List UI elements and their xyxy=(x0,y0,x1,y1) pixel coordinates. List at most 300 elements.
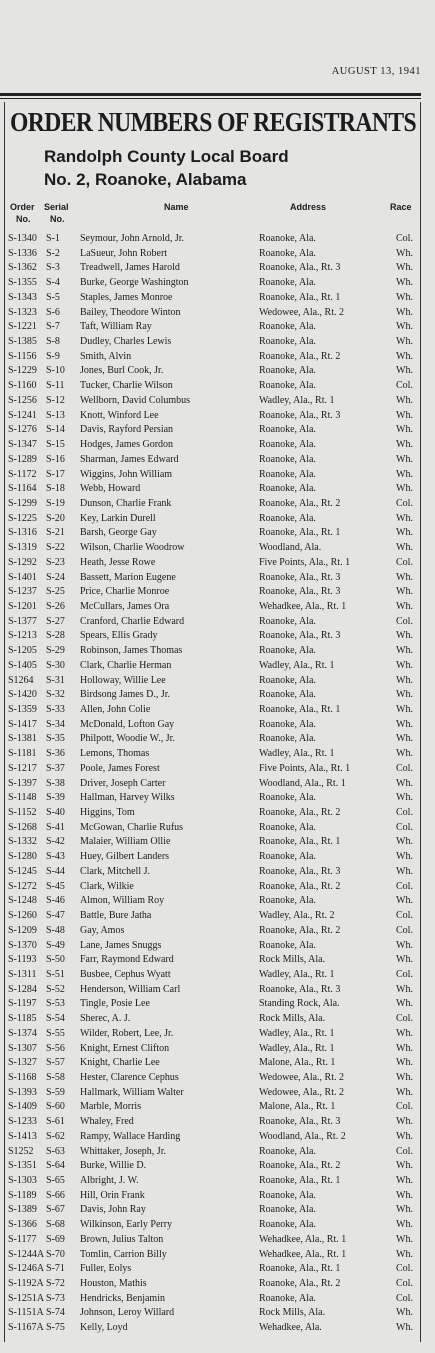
order-number: S-1237 xyxy=(8,586,37,598)
table-row xyxy=(8,556,420,571)
serial-number: S-57 xyxy=(46,1057,65,1069)
registrant-name: McCullars, James Ora xyxy=(80,600,170,612)
table-row xyxy=(8,1115,420,1130)
registrant-address: Wedowee, Ala., Rt. 2 xyxy=(259,1086,345,1098)
registrant-race: Col. xyxy=(396,1278,413,1290)
registrant-name: Hendricks, Benjamin xyxy=(80,1292,165,1304)
serial-number: S-42 xyxy=(46,836,65,848)
table-row xyxy=(8,806,420,821)
serial-number: S-59 xyxy=(46,1086,65,1098)
registrant-name: Knight, Ernest Clifton xyxy=(80,1042,170,1054)
serial-number: S-15 xyxy=(46,439,65,451)
registrant-address: Wedowee, Ala., Rt. 2 xyxy=(259,306,345,318)
registrant-name: Lane, James Snuggs xyxy=(80,939,162,951)
registrant-race: Col. xyxy=(396,1145,413,1157)
registrant-race: Wh. xyxy=(396,674,413,686)
order-number: S-1280 xyxy=(8,851,37,863)
order-number: S-1359 xyxy=(8,704,37,715)
order-number: S-1420 xyxy=(8,689,37,701)
registrant-race: Wh. xyxy=(396,483,413,495)
registrant-address: Wadley, Ala., Rt. 1 xyxy=(259,394,335,406)
serial-number: S-40 xyxy=(46,807,65,819)
registrant-address: Wadley, Ala., Rt. 2 xyxy=(259,910,335,922)
table-row xyxy=(8,482,420,497)
table-row xyxy=(8,894,420,909)
registrant-address: Wadley, Ala., Rt. 1 xyxy=(259,748,335,760)
order-number: S-1197 xyxy=(8,998,37,1010)
order-number: S-1160 xyxy=(8,380,37,392)
registrant-race: Wh. xyxy=(396,689,413,701)
serial-number: S-9 xyxy=(46,350,60,362)
table-row xyxy=(8,423,420,438)
registrant-address: Wedowee, Ala., Rt. 2 xyxy=(259,1071,345,1083)
registrant-name: Huey, Gilbert Landers xyxy=(80,851,170,863)
registrant-name: Sherec, A. J. xyxy=(80,1013,131,1025)
registrant-address: Roanoke, Ala., Rt. 2 xyxy=(259,880,341,892)
table-row xyxy=(8,880,420,895)
col-serial-label-2: No. xyxy=(50,214,65,224)
serial-number: S-11 xyxy=(46,380,65,392)
order-number: S-1292 xyxy=(8,556,37,568)
order-number: S-1233 xyxy=(8,1116,37,1128)
order-number: S-1221 xyxy=(8,321,37,333)
serial-number: S-29 xyxy=(46,645,65,657)
order-number: S-1225 xyxy=(8,512,37,524)
order-number: S-1167A xyxy=(8,1322,44,1334)
registrant-race: Wh. xyxy=(396,1057,413,1069)
order-number: S-1246A xyxy=(8,1263,44,1275)
serial-number: S-25 xyxy=(46,586,65,598)
order-number: S-1401 xyxy=(8,571,37,583)
order-number: S-1374 xyxy=(8,1027,37,1039)
table-row xyxy=(8,703,420,718)
table-row xyxy=(8,350,420,365)
registrant-race: Wh. xyxy=(396,277,413,289)
registrant-address: Roanoke, Ala., Rt. 2 xyxy=(259,807,341,819)
registrant-race: Wh. xyxy=(396,1189,413,1201)
order-number: S-1362 xyxy=(8,262,37,274)
registrant-race: Wh. xyxy=(396,777,413,789)
order-number: S-1409 xyxy=(8,1101,37,1113)
registrant-address: Roanoke, Ala., Rt. 1 xyxy=(259,704,341,715)
registrant-name: Burke, George Washington xyxy=(80,277,189,289)
registrant-address: Roanoke, Ala. xyxy=(259,512,316,524)
order-number: S-1417 xyxy=(8,718,37,730)
order-number: S-1192A xyxy=(8,1278,44,1290)
registrant-name: Knott, Winford Lee xyxy=(80,409,159,421)
serial-number: S-10 xyxy=(46,365,65,377)
order-number: S-1284 xyxy=(8,983,37,995)
serial-number: S-60 xyxy=(46,1101,65,1113)
serial-number: S-38 xyxy=(46,777,65,789)
registrant-address: Roanoke, Ala. xyxy=(259,453,316,465)
registrant-race: Wh. xyxy=(396,1071,413,1083)
registrant-name: Whittaker, Joseph, Jr. xyxy=(80,1145,166,1157)
registrant-race: Wh. xyxy=(396,247,413,259)
registrant-address: Rock Mills, Ala. xyxy=(259,954,326,966)
order-number: S1252 xyxy=(8,1145,34,1157)
table-row xyxy=(8,865,420,880)
serial-number: S-44 xyxy=(46,865,65,877)
table-row xyxy=(8,997,420,1012)
serial-number: S-8 xyxy=(46,336,60,348)
registrant-name: LaSueur, John Robert xyxy=(80,247,168,259)
order-number: S-1413 xyxy=(8,1130,37,1142)
order-number: S1264 xyxy=(8,674,34,686)
registrant-address: Roanoke, Ala. xyxy=(259,1189,316,1201)
table-row xyxy=(8,291,420,306)
registrant-name: Malaier, William Ollie xyxy=(80,836,171,848)
registrant-race: Wh. xyxy=(396,865,413,877)
registrant-address: Wadley, Ala., Rt. 1 xyxy=(259,659,335,671)
serial-number: S-14 xyxy=(46,424,65,436)
table-row xyxy=(8,585,420,600)
serial-number: S-39 xyxy=(46,792,65,804)
registrant-address: Standing Rock, Ala. xyxy=(259,998,340,1010)
registrant-address: Roanoke, Ala. xyxy=(259,674,316,686)
registrant-name: Webb, Howard xyxy=(80,483,141,495)
registrant-race: Col. xyxy=(396,615,413,627)
registrant-race: Col. xyxy=(396,968,413,980)
registrant-address: Five Points, Ala., Rt. 1 xyxy=(259,762,351,774)
registrant-address: Roanoke, Ala., Rt. 1 xyxy=(259,527,341,539)
registrant-address: Five Points, Ala., Rt. 1 xyxy=(259,556,351,568)
table-row xyxy=(8,394,420,409)
registrant-race: Wh. xyxy=(396,748,413,760)
table-row xyxy=(8,276,420,291)
registrant-race: Wh. xyxy=(396,1204,413,1216)
serial-number: S-18 xyxy=(46,483,65,495)
order-number: S-1229 xyxy=(8,365,37,377)
table-row xyxy=(8,261,420,276)
registrant-name: Knight, Charlie Lee xyxy=(80,1057,160,1069)
registrant-address: Woodland, Ala., Rt. 1 xyxy=(259,777,346,789)
registrant-address: Roanoke, Ala., Rt. 3 xyxy=(259,983,341,995)
serial-number: S-17 xyxy=(46,468,65,480)
order-number: S-1172 xyxy=(8,468,37,480)
registrant-address: Rock Mills, Ala. xyxy=(259,1013,326,1025)
registrant-name: Dunson, Charlie Frank xyxy=(80,497,172,509)
table-row xyxy=(8,512,420,527)
order-number: S-1299 xyxy=(8,497,37,509)
registrant-address: Roanoke, Ala. xyxy=(259,1145,316,1157)
registrant-race: Wh. xyxy=(396,512,413,524)
order-number: S-1332 xyxy=(8,836,37,848)
registrant-address: Roanoke, Ala., Rt. 3 xyxy=(259,630,341,642)
serial-number: S-7 xyxy=(46,321,60,333)
table-row xyxy=(8,1321,420,1336)
registrant-race: Wh. xyxy=(396,704,413,715)
registrant-name: Barsh, George Gay xyxy=(80,527,157,539)
registrant-race: Col. xyxy=(396,497,413,509)
order-number: S-1244A xyxy=(8,1248,44,1260)
registrant-address: Roanoke, Ala., Rt. 2 xyxy=(259,497,341,509)
registrant-name: Tomlin, Carrion Billy xyxy=(80,1248,167,1260)
serial-number: S-55 xyxy=(46,1027,65,1039)
serial-number: S-72 xyxy=(46,1278,65,1290)
serial-number: S-2 xyxy=(46,247,60,259)
registrant-address: Roanoke, Ala. xyxy=(259,424,316,436)
registrant-name: Heath, Jesse Rowe xyxy=(80,556,156,568)
serial-number: S-66 xyxy=(46,1189,65,1201)
registrant-name: Tucker, Charlie Wilson xyxy=(80,380,173,392)
serial-number: S-1 xyxy=(46,233,60,244)
registrant-name: Wilkinson, Early Perry xyxy=(80,1219,173,1231)
serial-number: S-67 xyxy=(46,1204,65,1216)
registrant-name: Hallmark, William Walter xyxy=(80,1086,184,1098)
order-number: S-1347 xyxy=(8,439,37,451)
registrant-name: Albright, J. W. xyxy=(80,1175,139,1186)
registrant-name: Spears, Ellis Grady xyxy=(80,630,158,642)
registrant-address: Roanoke, Ala. xyxy=(259,483,316,495)
table-row xyxy=(8,1248,420,1263)
serial-number: S-22 xyxy=(46,542,65,554)
registrant-address: Roanoke, Ala. xyxy=(259,365,316,377)
registrant-name: Bailey, Theodore Winton xyxy=(80,306,181,318)
table-row xyxy=(8,1218,420,1233)
subhead-location: No. 2, Roanoke, Alabama xyxy=(44,170,247,189)
order-number: S-1377 xyxy=(8,615,37,627)
serial-number: S-23 xyxy=(46,556,65,568)
registrant-race: Wh. xyxy=(396,895,413,907)
registrant-address: Woodland, Ala., Rt. 2 xyxy=(259,1130,346,1142)
registrant-address: Roanoke, Ala. xyxy=(259,792,316,804)
registrant-race: Wh. xyxy=(396,1042,413,1054)
order-number: S-1323 xyxy=(8,306,37,318)
order-number: S-1393 xyxy=(8,1086,37,1098)
registrant-name: Dudley, Charles Lewis xyxy=(80,336,172,348)
table-row xyxy=(8,247,420,262)
order-number: S-1189 xyxy=(8,1189,37,1201)
registrant-race: Wh. xyxy=(396,954,413,966)
registrant-race: Col. xyxy=(396,924,413,936)
registrant-race: Wh. xyxy=(396,336,413,348)
registrant-race: Wh. xyxy=(396,468,413,480)
registrant-name: Burke, Willie D. xyxy=(80,1160,147,1172)
registrant-race: Wh. xyxy=(396,1219,413,1231)
registrant-race: Col. xyxy=(396,880,413,892)
registrant-address: Malone, Ala., Rt. 1 xyxy=(259,1057,336,1069)
order-number: S-1351 xyxy=(8,1160,37,1172)
registrant-race: Wh. xyxy=(396,409,413,421)
table-row xyxy=(8,835,420,850)
order-number: S-1366 xyxy=(8,1219,37,1231)
serial-number: S-4 xyxy=(46,277,60,289)
registrant-race: Wh. xyxy=(396,1027,413,1039)
registrant-race: Wh. xyxy=(396,1307,413,1319)
registrant-address: Roanoke, Ala. xyxy=(259,718,316,730)
registrant-name: Tingle, Posie Lee xyxy=(80,998,150,1010)
registrant-name: Johnson, Leroy Willard xyxy=(80,1307,175,1319)
order-number: S-1201 xyxy=(8,600,37,612)
registrant-address: Woodland, Ala. xyxy=(259,542,322,554)
order-number: S-1241 xyxy=(8,409,37,421)
registrant-address: Roanoke, Ala., Rt. 3 xyxy=(259,865,341,877)
registrant-address: Roanoke, Ala. xyxy=(259,247,316,259)
registrant-address: Roanoke, Ala., Rt. 3 xyxy=(259,1116,341,1128)
registrant-address: Roanoke, Ala. xyxy=(259,733,316,745)
order-number: S-1316 xyxy=(8,527,37,539)
table-row xyxy=(8,600,420,615)
registrant-address: Roanoke, Ala. xyxy=(259,233,316,244)
table-row xyxy=(8,1189,420,1204)
col-race-label: Race xyxy=(390,202,412,212)
table-row xyxy=(8,1145,420,1160)
registrant-race: Wh. xyxy=(396,1160,413,1172)
serial-number: S-68 xyxy=(46,1219,65,1231)
table-row xyxy=(8,1306,420,1321)
registrants-list xyxy=(8,232,420,1336)
serial-number: S-36 xyxy=(46,748,65,760)
col-serial-label: Serial xyxy=(44,202,69,212)
subhead-board: Randolph County Local Board xyxy=(44,147,289,166)
serial-number: S-19 xyxy=(46,497,65,509)
serial-number: S-21 xyxy=(46,527,65,539)
serial-number: S-65 xyxy=(46,1175,65,1186)
registrant-race: Wh. xyxy=(396,836,413,848)
serial-number: S-28 xyxy=(46,630,65,642)
registrant-race: Col. xyxy=(396,1013,413,1025)
registrant-address: Roanoke, Ala., Rt. 1 xyxy=(259,1263,341,1275)
table-row xyxy=(8,438,420,453)
serial-number: S-69 xyxy=(46,1233,65,1245)
registrant-race: Wh. xyxy=(396,1248,413,1260)
table-row xyxy=(8,1012,420,1027)
registrant-race: Wh. xyxy=(396,939,413,951)
registrant-race: Wh. xyxy=(396,262,413,274)
table-row xyxy=(8,850,420,865)
registrant-address: Wehadkee, Ala., Rt. 1 xyxy=(259,600,347,612)
registrant-address: Roanoke, Ala., Rt. 3 xyxy=(259,262,341,274)
registrant-address: Roanoke, Ala., Rt. 3 xyxy=(259,571,341,583)
table-row xyxy=(8,629,420,644)
registrant-address: Roanoke, Ala. xyxy=(259,939,316,951)
order-number: S-1168 xyxy=(8,1071,37,1083)
registrant-race: Wh. xyxy=(396,600,413,612)
serial-number: S-33 xyxy=(46,704,65,715)
order-number: S-1303 xyxy=(8,1175,37,1186)
table-row xyxy=(8,364,420,379)
registrant-address: Roanoke, Ala., Rt. 3 xyxy=(259,409,341,421)
registrant-race: Wh. xyxy=(396,1130,413,1142)
registrant-address: Roanoke, Ala. xyxy=(259,439,316,451)
registrant-address: Roanoke, Ala. xyxy=(259,1292,316,1304)
order-number: S-1256 xyxy=(8,394,37,406)
registrant-name: Clark, Charlie Herman xyxy=(80,659,172,671)
table-row xyxy=(8,674,420,689)
order-number: S-1405 xyxy=(8,659,37,671)
table-row xyxy=(8,232,420,247)
registrant-name: Cranford, Charlie Edward xyxy=(80,615,185,627)
serial-number: S-34 xyxy=(46,718,65,730)
order-number: S-1289 xyxy=(8,453,37,465)
table-row xyxy=(8,1277,420,1292)
registrant-name: Allen, John Colie xyxy=(80,704,151,715)
registrant-race: Wh. xyxy=(396,733,413,745)
order-number: S-1311 xyxy=(8,968,37,980)
table-row xyxy=(8,526,420,541)
registrant-name: Seymour, John Arnold, Jr. xyxy=(80,233,185,244)
col-address-label: Address xyxy=(290,202,327,212)
registrant-name: Wellborn, David Columbus xyxy=(80,394,191,406)
registrant-address: Roanoke, Ala. xyxy=(259,336,316,348)
col-order-label-2: No. xyxy=(16,214,31,224)
registrant-name: Almon, William Roy xyxy=(80,895,165,907)
order-number: S-1251A xyxy=(8,1292,44,1304)
registrant-address: Roanoke, Ala., Rt. 2 xyxy=(259,1160,341,1172)
table-row xyxy=(8,791,420,806)
table-row xyxy=(8,1292,420,1307)
order-number: S-1151A xyxy=(8,1307,44,1319)
serial-number: S-70 xyxy=(46,1248,65,1260)
registrant-race: Wh. xyxy=(396,718,413,730)
registrant-address: Wehadkee, Ala., Rt. 1 xyxy=(259,1233,347,1245)
registrant-race: Wh. xyxy=(396,792,413,804)
serial-number: S-24 xyxy=(46,571,65,583)
registrant-name: Hallman, Harvey Wilks xyxy=(80,792,175,804)
registrant-race: Wh. xyxy=(396,424,413,436)
registrant-race: Col. xyxy=(396,1263,413,1275)
column-headers xyxy=(8,202,419,230)
registrant-race: Wh. xyxy=(396,394,413,406)
registrant-name: Lemons, Thomas xyxy=(80,748,150,760)
table-row xyxy=(8,718,420,733)
registrant-race: Wh. xyxy=(396,439,413,451)
registrant-name: Jones, Burl Cook, Jr. xyxy=(80,365,164,377)
serial-number: S-13 xyxy=(46,409,65,421)
registrant-name: Hodges, James Gordon xyxy=(80,439,174,451)
registrant-race: Wh. xyxy=(396,291,413,303)
registrant-name: Whaley, Fred xyxy=(80,1116,134,1128)
table-row xyxy=(8,1086,420,1101)
table-row xyxy=(8,379,420,394)
order-number: S-1268 xyxy=(8,821,37,833)
table-row xyxy=(8,644,420,659)
registrant-name: Davis, John Ray xyxy=(80,1204,146,1216)
registrant-race: Wh. xyxy=(396,1233,413,1245)
table-row xyxy=(8,306,420,321)
table-row xyxy=(8,335,420,350)
registrant-name: Key, Larkin Durell xyxy=(80,512,156,524)
top-rule-thin xyxy=(0,98,421,99)
registrant-address: Roanoke, Ala., Rt. 1 xyxy=(259,1175,341,1186)
col-name-label: Name xyxy=(164,202,189,212)
order-number: S-1164 xyxy=(8,483,37,495)
registrant-name: Staples, James Monroe xyxy=(80,291,173,303)
table-row xyxy=(8,1233,420,1248)
registrant-race: Wh. xyxy=(396,1322,413,1334)
table-row xyxy=(8,409,420,424)
table-row xyxy=(8,777,420,792)
registrant-race: Col. xyxy=(396,233,413,244)
table-row xyxy=(8,968,420,983)
serial-number: S-41 xyxy=(46,821,65,833)
table-row xyxy=(8,1056,420,1071)
registrant-race: Wh. xyxy=(396,365,413,377)
registrant-race: Col. xyxy=(396,1292,413,1304)
registrant-name: Brown, Julius Talton xyxy=(80,1233,164,1245)
order-number: S-1327 xyxy=(8,1057,37,1069)
registrant-race: Wh. xyxy=(396,306,413,318)
registrant-race: Col. xyxy=(396,807,413,819)
order-number: S-1181 xyxy=(8,748,37,760)
order-number: S-1248 xyxy=(8,895,37,907)
registrant-race: Wh. xyxy=(396,350,413,362)
serial-number: S-6 xyxy=(46,306,60,318)
serial-number: S-71 xyxy=(46,1263,65,1275)
registrant-address: Roanoke, Ala. xyxy=(259,645,316,657)
serial-number: S-3 xyxy=(46,262,60,274)
